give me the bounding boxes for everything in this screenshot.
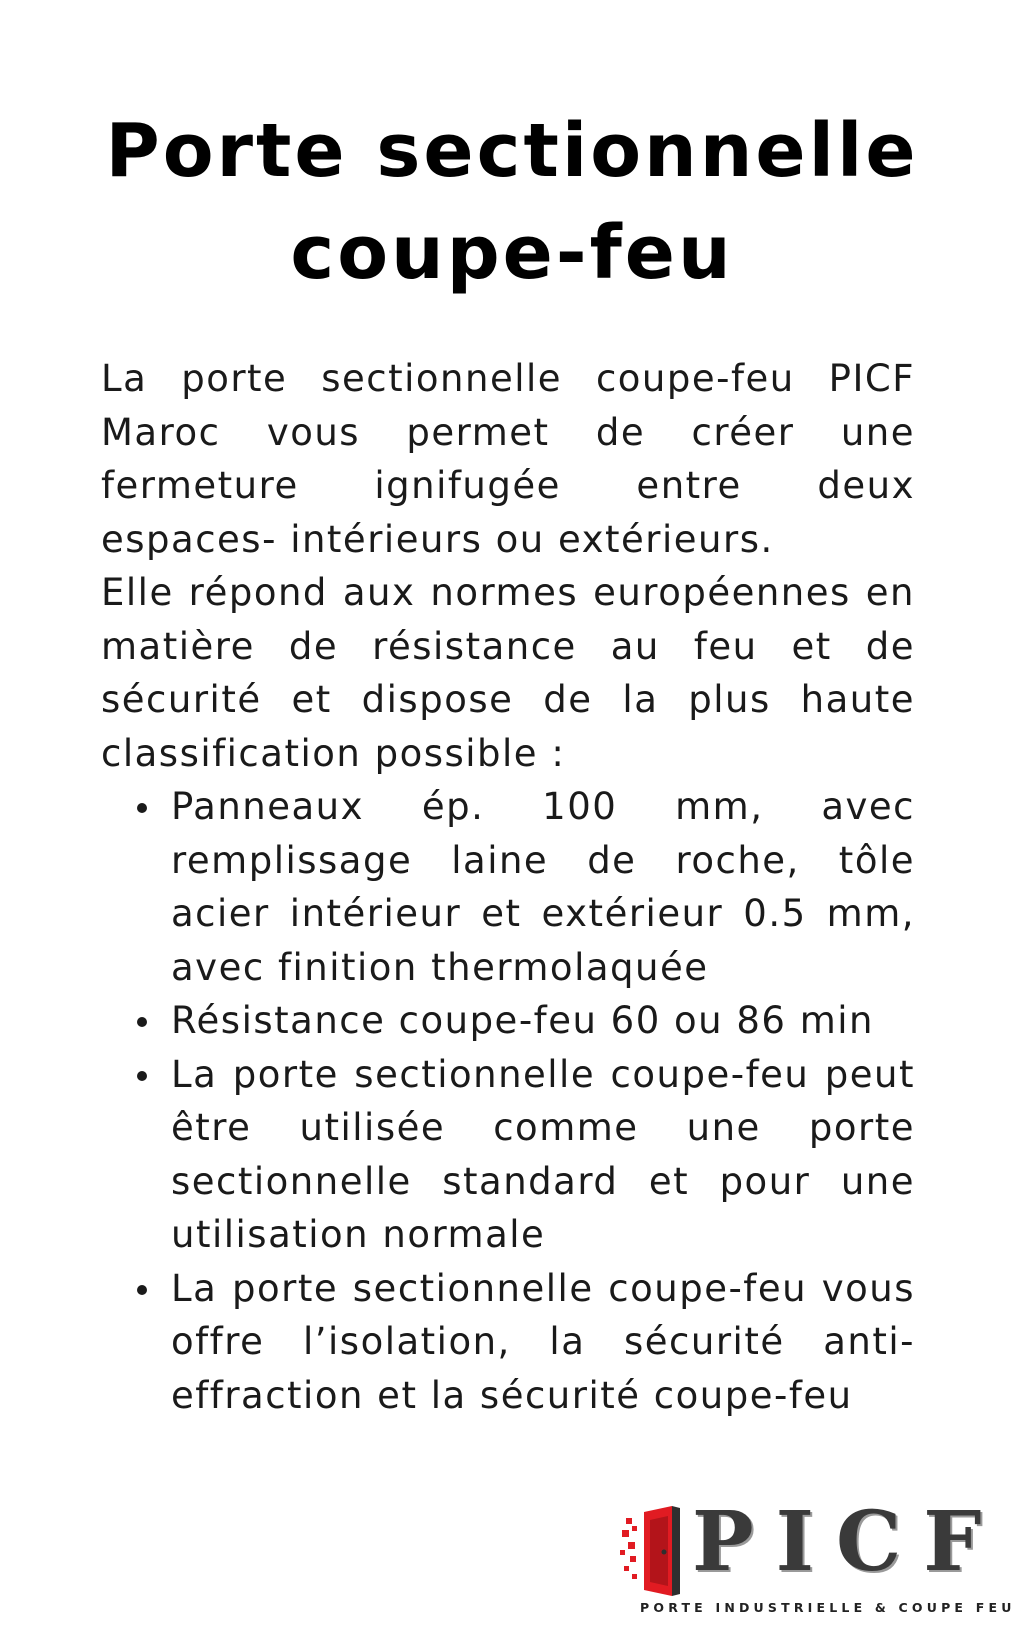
bullet-icon (137, 1285, 147, 1295)
description (101, 352, 915, 1422)
norms-paragraph: Elle répond aux normes européennes en matière de résistance au feu et de sécurité et dispose de la plus haute classification possible : (101, 571, 915, 775)
bullet-icon (137, 803, 147, 813)
logo-letter: F (923, 1494, 1004, 1590)
bullet-icon (137, 1071, 147, 1081)
picf-logo (620, 1494, 1016, 1620)
feature-text: Panneaux ép. 100 mm, avec remplissage laine de roche, tôle acier intérieur et extérieur 0.5 mm, avec finition thermolaquée (171, 785, 915, 989)
bullet-icon (137, 1017, 147, 1027)
door-icon (620, 1500, 690, 1600)
feature-text: Résistance coupe-feu 60 ou 86 min (171, 999, 874, 1042)
feature-text: La porte sectionnelle coupe-feu peut être utilisée comme une porte sectionnelle standard et pour une utilisation normale (171, 1052, 915, 1256)
logo-letter: I (775, 1494, 837, 1590)
logo-letter: P (692, 1494, 776, 1590)
feature-list (101, 780, 915, 1422)
feature-item (171, 994, 915, 1048)
feature-item (171, 780, 915, 994)
logo-tagline: PORTE INDUSTRIELLE & COUPE FEU (640, 1600, 1016, 1615)
logo-wordmark (692, 1492, 1004, 1592)
feature-item (171, 1262, 915, 1423)
feature-text: La porte sectionnelle coupe-feu vous offre l’isolation, la sécurité anti-effraction et la sécurité coupe-feu (171, 1266, 915, 1417)
title-line-1: Porte sectionnelle (105, 108, 919, 194)
page-title (60, 100, 964, 304)
feature-item (171, 1048, 915, 1262)
logo-letter: C (836, 1494, 924, 1590)
title-line-2: coupe-feu (290, 210, 734, 296)
intro-paragraph: La porte sectionnelle coupe-feu PICF Maroc vous permet de créer une fermeture ignifugée entre deux espaces- intérieurs ou extérieurs. (101, 357, 915, 561)
